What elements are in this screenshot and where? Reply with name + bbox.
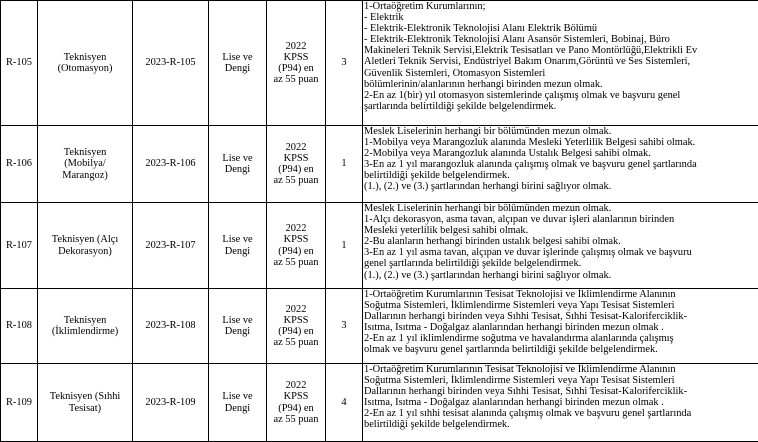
- requirements-cell-line: Soğutma Sistemleri, İklimlendirme Sistemleri veya Yapı Tesisat Sistemleri: [364, 300, 757, 311]
- education-level-line: Lise ve: [210, 234, 265, 245]
- requirements-cell-line: - Elektrik-Elektronik Teknolojisi Alanı Elektrik Bölümü: [364, 23, 757, 34]
- position-count: 1: [326, 203, 363, 289]
- education-level: [209, 364, 267, 442]
- position-title-line: Teknisyen (Sıhhi: [39, 391, 131, 402]
- requirements-cell-line: Güvenlik Sistemleri, Otomasyon Sistemleri: [364, 68, 757, 79]
- requirements-cell-line: bölümlerinin/alanlarının herhangi birinden mezun olmak.: [364, 79, 757, 90]
- education-level: [209, 203, 267, 289]
- requirements-cell: [363, 289, 758, 364]
- requirements-cell-line: genel şartlarında belirtildiği şekilde belgelendirmek.: [364, 258, 757, 269]
- position-title-line: Dekorasyon): [39, 246, 131, 257]
- exam-requirement-line: (P94) en: [268, 164, 324, 175]
- education-level-line: Dengi: [210, 326, 265, 337]
- position-title-line: Tesisat): [39, 403, 131, 414]
- requirements-cell-line: 1-Ortaöğretim Kurumlarının;: [364, 1, 757, 12]
- position-title: [38, 289, 133, 364]
- requirements-cell-line: belirtildiği şekilde belgelendirmek.: [364, 170, 757, 181]
- exam-requirement-line: KPSS: [268, 391, 324, 402]
- exam-requirement-line: 2022: [268, 304, 324, 315]
- exam-requirement-line: az 55 puan: [268, 257, 324, 268]
- position-code: R-108: [1, 289, 38, 364]
- exam-requirement-line: KPSS: [268, 234, 324, 245]
- position-count: 3: [326, 1, 363, 126]
- position-title-line: (Otomasyon): [39, 63, 131, 74]
- exam-requirement-line: (P94) en: [268, 246, 324, 257]
- requirements-cell: [363, 364, 758, 442]
- exam-requirement-line: az 55 puan: [268, 414, 324, 425]
- position-title-line: Teknisyen: [39, 52, 131, 63]
- position-title-line: (İklimlendirme): [39, 326, 131, 337]
- exam-requirement-line: 2022: [268, 142, 324, 153]
- requirements-cell-line: (1.), (2.) ve (3.) şartlarından herhangi birini sağlıyor olmak.: [364, 270, 757, 281]
- requirements-cell-line: Dallarının herhangi birinden veya Sıhhi Tesisat, Sıhhi Tesisat-Kaloriferciklik-: [364, 386, 757, 397]
- exam-requirement-line: az 55 puan: [268, 337, 324, 348]
- position-count: 3: [326, 289, 363, 364]
- position-code: R-109: [1, 364, 38, 442]
- exam-requirement: [267, 289, 326, 364]
- requirements-cell-line: 2-En az 1(bir) yıl otomasyon sistemlerinde çalışmış olmak ve başvuru genel: [364, 90, 757, 101]
- exam-requirement-line: (P94) en: [268, 63, 324, 74]
- reference-code: 2023-R-107: [133, 203, 209, 289]
- reference-code: 2023-R-106: [133, 126, 209, 203]
- requirements-cell-line: 2-En az 1 yıl iklimlendirme soğutma ve havalandırma alanlarında çalışmış: [364, 333, 757, 344]
- requirements-cell-line: Meslek Liselerinin herhangi bir bölümünden mezun olmak.: [364, 126, 757, 137]
- position-title-line: Marangoz): [39, 170, 131, 181]
- education-level-line: Lise ve: [210, 52, 265, 63]
- requirements-cell-line: Aletleri Teknik Servisi, Endüstriyel Bakım Onarım,Görüntü ve Ses Sistemleri,: [364, 56, 757, 67]
- requirements-cell-line: Dallarının herhangi birinden veya Sıhhi Tesisat, Sıhhi Tesisat-Kaloriferciklik-: [364, 311, 757, 322]
- requirements-cell-line: belirtildiği şekilde belgelendirmek.: [364, 419, 757, 430]
- education-level: [209, 126, 267, 203]
- reference-code: 2023-R-105: [133, 1, 209, 126]
- requirements-cell-line: (1.), (2.) ve (3.) şartlarından herhangi birini sağlıyor olmak.: [364, 181, 757, 192]
- exam-requirement: [267, 364, 326, 442]
- table-row: [1, 364, 758, 442]
- requirements-cell-line: Isıtma, Isıtma - Doğalgaz alanlarından herhangi birinden mezun olmak .: [364, 322, 757, 333]
- exam-requirement-line: KPSS: [268, 315, 324, 326]
- reference-code: 2023-R-109: [133, 364, 209, 442]
- table-row: [1, 289, 758, 364]
- position-count: 1: [326, 126, 363, 203]
- education-level-line: Lise ve: [210, 153, 265, 164]
- requirements-cell-line: olmak ve başvuru genel şartlarında belirtildiği şekilde belgelendirmek.: [364, 344, 757, 355]
- table-row: [1, 1, 758, 126]
- exam-requirement-line: 2022: [268, 223, 324, 234]
- reference-code: 2023-R-108: [133, 289, 209, 364]
- position-count: 4: [326, 364, 363, 442]
- education-level-line: Dengi: [210, 403, 265, 414]
- requirements-cell-line: - Elektrik-Elektronik Teknolojisi Alanı Asansör Sistemleri, Bobinaj, Büro: [364, 34, 757, 45]
- requirements-cell: [363, 126, 758, 203]
- position-code: R-105: [1, 1, 38, 126]
- exam-requirement-line: KPSS: [268, 52, 324, 63]
- exam-requirement-line: 2022: [268, 41, 324, 52]
- position-title: [38, 364, 133, 442]
- education-level-line: Lise ve: [210, 315, 265, 326]
- requirements-cell-line: 1-Mobilya veya Marangozluk alanında Mesleki Yeterlilik Belgesi sahibi olmak.: [364, 137, 757, 148]
- position-title: [38, 203, 133, 289]
- position-title-line: Teknisyen: [39, 315, 131, 326]
- requirements-cell-line: 2-En az 1 yıl sıhhi tesisat alanında çalışmış olmak ve başvuru genel şartlarında: [364, 408, 757, 419]
- table-row: [1, 203, 758, 289]
- position-code: R-106: [1, 126, 38, 203]
- education-level-line: Dengi: [210, 246, 265, 257]
- requirements-cell-line: - Elektrik: [364, 12, 757, 23]
- requirements-cell-line: şartlarında belirtildiği şekilde belgelendirmek.: [364, 101, 757, 112]
- exam-requirement-line: (P94) en: [268, 403, 324, 414]
- requirements-cell: [363, 203, 758, 289]
- requirements-cell-line: Soğutma Sistemleri, İklimlendirme Sistemleri veya Yapı Tesisat Sistemleri: [364, 375, 757, 386]
- requirements-cell-line: 1-Ortaöğretim Kurumlarının Tesisat Teknolojisi ve İklimlendirme Alanının: [364, 364, 757, 375]
- requirements-cell-line: 1-Alçı dekorasyon, asma tavan, alçıpan ve duvar işleri alanlarının birinden: [364, 214, 757, 225]
- education-level-line: Dengi: [210, 63, 265, 74]
- education-level-line: Dengi: [210, 164, 265, 175]
- requirements-cell-line: Meslek Liselerinin herhangi bir bölümünden mezun olmak.: [364, 203, 757, 214]
- exam-requirement: [267, 1, 326, 126]
- position-title-line: Teknisyen: [39, 147, 131, 158]
- requirements-cell-line: 2-Mobilya veya Marangozluk alanında Ustalık Belgesi sahibi olmak.: [364, 148, 757, 159]
- requirements-cell: [363, 1, 758, 126]
- requirements-cell-line: 3-En az 1 yıl marangozluk alanında çalışmış olmak ve başvuru genel şartlarında: [364, 159, 757, 170]
- requirements-cell-line: 3-En az 1 yıl asma tavan, alçıpan ve duvar işlerinde çalışmış olmak ve başvuru: [364, 247, 757, 258]
- table-row: [1, 126, 758, 203]
- positions-table-body: [1, 1, 758, 442]
- exam-requirement-line: KPSS: [268, 153, 324, 164]
- position-title-line: Teknisyen (Alçı: [39, 234, 131, 245]
- requirements-cell-line: 1-Ortaöğretim Kurumlarının Tesisat Teknolojisi ve İklimlendirme Alanının: [364, 289, 757, 300]
- position-title: [38, 1, 133, 126]
- education-level: [209, 289, 267, 364]
- education-level-line: Lise ve: [210, 391, 265, 402]
- education-level: [209, 1, 267, 126]
- exam-requirement: [267, 203, 326, 289]
- position-title-line: (Mobilya/: [39, 158, 131, 169]
- requirements-cell-line: Isıtma, Isıtma - Doğalgaz alanlarından herhangi birinden mezun olmak .: [364, 397, 757, 408]
- exam-requirement: [267, 126, 326, 203]
- exam-requirement-line: az 55 puan: [268, 175, 324, 186]
- requirements-cell-line: Makineleri Teknik Servisi,Elektrik Tesisatları ve Pano Montörlüğü,Elektrikli Ev: [364, 45, 757, 56]
- requirements-cell-line: 2-Bu alanların herhangi birinden ustalık belgesi sahibi olmak.: [364, 236, 757, 247]
- exam-requirement-line: (P94) en: [268, 326, 324, 337]
- exam-requirement-line: 2022: [268, 380, 324, 391]
- requirements-cell-line: Mesleki yeterlilik belgesi sahibi olmak.: [364, 225, 757, 236]
- exam-requirement-line: az 55 puan: [268, 74, 324, 85]
- position-code: R-107: [1, 203, 38, 289]
- position-title: [38, 126, 133, 203]
